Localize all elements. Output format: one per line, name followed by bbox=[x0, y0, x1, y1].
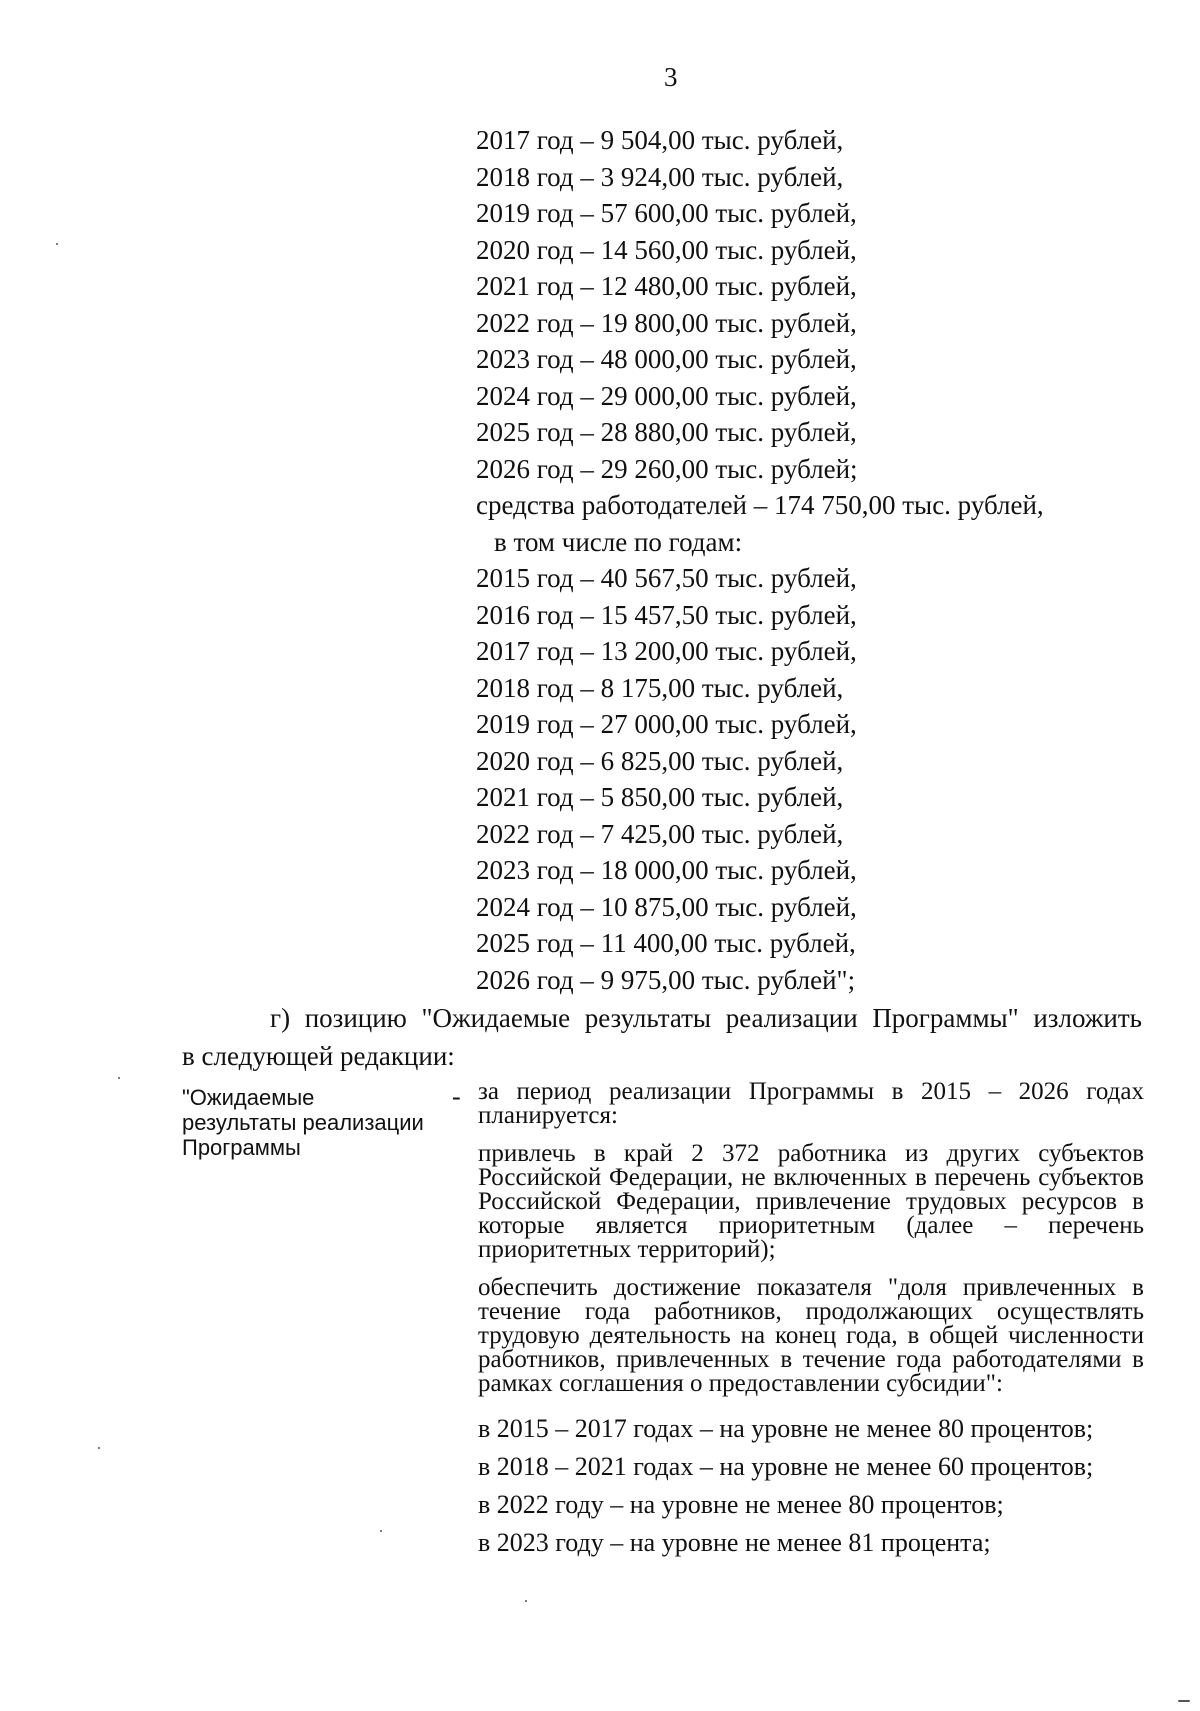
page-number: 3 bbox=[664, 62, 678, 92]
employers-line: 2020 год – 6 825,00 тыс. рублей, bbox=[476, 745, 844, 776]
employers-line: 2015 год – 40 567,50 тыс. рублей, bbox=[476, 563, 857, 593]
employers-line: 2018 год – 8 175,00 тыс. рублей, bbox=[476, 672, 844, 703]
budget-line: 2024 год – 29 000,00 тыс. рублей, bbox=[476, 380, 857, 411]
employers-subheading: в том числе по годам: bbox=[494, 526, 743, 557]
budget-line: 2026 год – 29 260,00 тыс. рублей; bbox=[476, 453, 858, 484]
employers-line: 2024 год – 10 875,00 тыс. рублей, bbox=[476, 891, 857, 922]
budget-line: 2019 год – 57 600,00 тыс. рублей, bbox=[476, 198, 857, 228]
scan-speck bbox=[1178, 1700, 1190, 1702]
employers-line: 2019 год – 27 000,00 тыс. рублей, bbox=[476, 709, 857, 739]
budget-line: 2025 год – 28 880,00 тыс. рублей, bbox=[476, 417, 857, 447]
results-level-line: в 2023 году – на уровне не менее 81 процента; bbox=[478, 1528, 991, 1557]
results-content bbox=[478, 1080, 1144, 1562]
employers-line: 2025 год – 11 400,00 тыс. рублей, bbox=[476, 928, 856, 958]
scan-speck bbox=[525, 1600, 527, 1602]
budget-line: 2021 год – 12 480,00 тыс. рублей, bbox=[476, 271, 857, 301]
results-item-indicator: обеспечить достижение показателя "доля привлеченных в течение года работников, продолжающих осуществлять трудовую деятельность на конец года, в общей численности работников, привлеченных в течение года работодателями в рамках соглашения о предоставлении субсидии": bbox=[478, 1274, 1144, 1397]
results-intro: за период реализации Программы в 2015 – 2026 годах планируется: bbox=[478, 1078, 1144, 1129]
employers-line: 2017 год – 13 200,00 тыс. рублей, bbox=[476, 636, 857, 666]
results-item-workers: привлечь в край 2 372 работника из других субъектов Российской Федерации, не включенных в перечень субъектов Российской Федерации, привлечение трудовых ресурсов в которые является приоритетным (далее – перечень приоритетных территорий); bbox=[478, 1140, 1144, 1263]
paragraph-g-line2: в следующей редакции: bbox=[182, 1041, 455, 1071]
budget-line: 2017 год – 9 504,00 тыс. рублей, bbox=[476, 125, 844, 155]
budget-list bbox=[476, 122, 1044, 998]
results-label: "Ожидаемые результаты реализации Программы bbox=[182, 1085, 424, 1160]
budget-line: 2018 год – 3 924,00 тыс. рублей, bbox=[476, 161, 844, 192]
scan-speck bbox=[118, 1077, 120, 1079]
results-level-line: в 2015 – 2017 годах – на уровне не менее 80 процентов; bbox=[478, 1414, 1094, 1443]
budget-line: 2020 год – 14 560,00 тыс. рублей, bbox=[476, 234, 857, 265]
paragraph-g-line1: г) позицию "Ожидаемые результаты реализации Программы" изложить bbox=[270, 1003, 1142, 1033]
scan-speck bbox=[98, 1447, 100, 1449]
employers-line: 2026 год – 9 975,00 тыс. рублей"; bbox=[476, 964, 856, 995]
scan-speck bbox=[56, 243, 58, 245]
paragraph-g bbox=[182, 999, 1142, 1075]
results-level-line: в 2018 – 2021 годах – на уровне не менее 60 процентов; bbox=[478, 1452, 1094, 1481]
budget-line: 2023 год – 48 000,00 тыс. рублей, bbox=[476, 344, 857, 374]
employers-line: 2022 год – 7 425,00 тыс. рублей, bbox=[476, 818, 844, 849]
results-dash: - bbox=[452, 1082, 461, 1111]
employers-line: 2023 год – 18 000,00 тыс. рублей, bbox=[476, 855, 857, 885]
employers-line: 2021 год – 5 850,00 тыс. рублей, bbox=[476, 782, 844, 812]
scan-speck bbox=[380, 1530, 382, 1532]
employers-heading: средства работодателей – 174 750,00 тыс. рублей, bbox=[476, 490, 1044, 520]
budget-line: 2022 год – 19 800,00 тыс. рублей, bbox=[476, 307, 857, 338]
results-level-line: в 2022 году – на уровне не менее 80 процентов; bbox=[478, 1490, 1004, 1519]
employers-line: 2016 год – 15 457,50 тыс. рублей, bbox=[476, 599, 857, 630]
